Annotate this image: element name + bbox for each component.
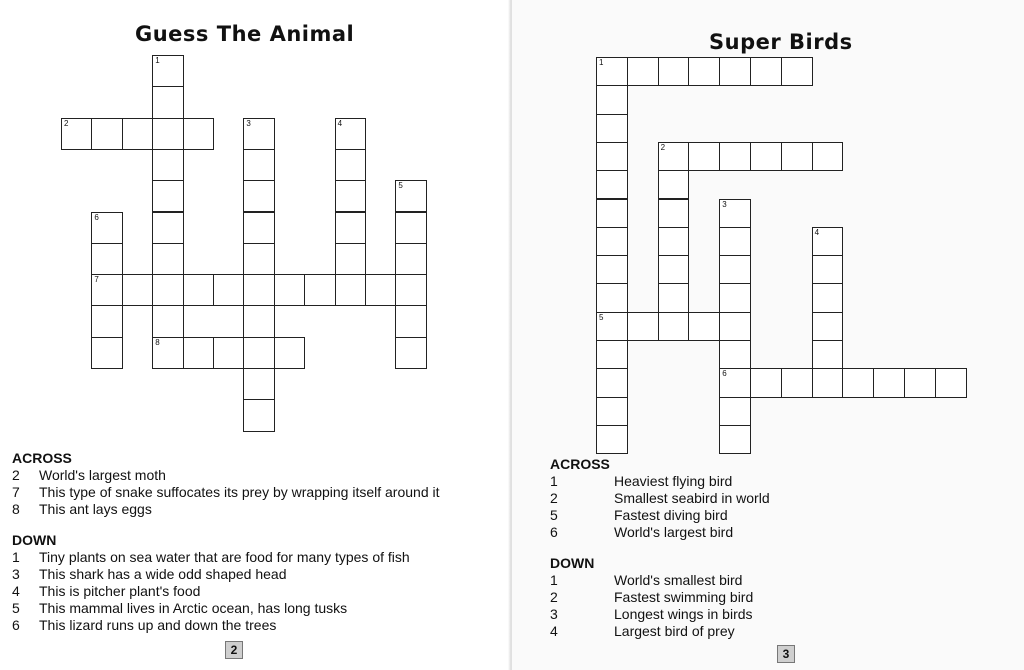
crossword-cell[interactable] xyxy=(812,283,844,312)
crossword-cell[interactable] xyxy=(395,305,426,337)
crossword-cell[interactable] xyxy=(395,337,426,369)
down-clues xyxy=(12,532,410,634)
crossword-cell[interactable] xyxy=(365,274,396,306)
clue-number: 5 xyxy=(398,181,403,191)
down-heading: DOWN xyxy=(550,555,595,571)
crossword-cell[interactable] xyxy=(335,180,366,212)
crossword-cell[interactable] xyxy=(596,199,628,228)
crossword-cell[interactable] xyxy=(750,57,782,86)
clue-number: 2 xyxy=(660,142,666,152)
crossword-cell[interactable] xyxy=(719,199,751,228)
crossword-cell[interactable] xyxy=(304,274,335,306)
crossword-cell[interactable] xyxy=(658,283,690,312)
crossword-cell[interactable] xyxy=(842,368,874,397)
crossword-cell[interactable] xyxy=(596,85,628,114)
crossword-cell[interactable] xyxy=(596,255,628,284)
crossword-cell[interactable] xyxy=(812,340,844,369)
crossword-cell[interactable] xyxy=(91,212,122,244)
crossword-cell[interactable] xyxy=(91,243,122,275)
crossword-cell[interactable] xyxy=(688,57,720,86)
clue-down-1: 1 World's smallest bird xyxy=(550,572,743,588)
crossword-cell[interactable] xyxy=(395,243,426,275)
crossword-cell[interactable] xyxy=(274,337,305,369)
crossword-cell[interactable] xyxy=(243,399,274,431)
crossword-cell[interactable] xyxy=(658,255,690,284)
crossword-cell[interactable] xyxy=(658,312,690,341)
crossword-cell[interactable] xyxy=(274,274,305,306)
clue-number: 7 xyxy=(94,275,99,285)
crossword-cell[interactable] xyxy=(627,312,659,341)
across-clues xyxy=(12,450,440,518)
crossword-cell[interactable] xyxy=(719,340,751,369)
clue-down-6: 6 This lizard runs up and down the trees xyxy=(12,617,277,633)
crossword-cell[interactable] xyxy=(596,368,628,397)
across-heading: ACROSS xyxy=(550,456,610,472)
crossword-cell[interactable] xyxy=(152,212,183,244)
crossword-cell[interactable] xyxy=(935,368,967,397)
crossword-cell[interactable] xyxy=(243,149,274,181)
clue-number: 1 xyxy=(155,56,160,65)
crossword-cell[interactable] xyxy=(335,274,366,306)
crossword-cell[interactable] xyxy=(183,337,214,369)
clue-across-6: 6 World's largest bird xyxy=(550,524,734,540)
crossword-cell[interactable] xyxy=(719,425,751,454)
right-page xyxy=(512,0,1024,670)
crossword-cell[interactable] xyxy=(596,114,628,143)
clue-across-2: 2 World's largest moth xyxy=(12,467,166,483)
clue-across-8: 8 This ant lays eggs xyxy=(12,501,152,517)
crossword-cell[interactable] xyxy=(812,368,844,397)
crossword-cell[interactable] xyxy=(243,118,274,150)
crossword-cell[interactable] xyxy=(719,283,751,312)
crossword-cell[interactable] xyxy=(812,142,844,171)
crossword-cell[interactable] xyxy=(596,57,628,86)
crossword-cell[interactable] xyxy=(719,312,751,341)
crossword-cell[interactable] xyxy=(658,227,690,256)
crossword-cell[interactable] xyxy=(596,397,628,426)
crossword-cell[interactable] xyxy=(335,149,366,181)
crossword-cell[interactable] xyxy=(719,142,751,171)
crossword-cell[interactable] xyxy=(658,170,690,199)
crossword-cell[interactable] xyxy=(243,212,274,244)
page-number: 3 xyxy=(777,645,795,663)
crossword-cell[interactable] xyxy=(91,118,122,150)
clue-number: 1 xyxy=(599,58,604,67)
crossword-cell[interactable] xyxy=(627,57,659,86)
crossword-cell[interactable] xyxy=(688,142,720,171)
clue-down-1: 1 Tiny plants on sea water that are food for many types of fish xyxy=(12,549,410,565)
crossword-cell[interactable] xyxy=(243,337,274,369)
clue-across-5: 5 Fastest diving bird xyxy=(550,507,728,523)
crossword-cell[interactable] xyxy=(152,118,183,150)
crossword-cell[interactable] xyxy=(61,118,92,150)
crossword-cell[interactable] xyxy=(596,142,628,171)
crossword-cell[interactable] xyxy=(812,227,844,256)
crossword-cell[interactable] xyxy=(152,243,183,275)
crossword-cell[interactable] xyxy=(719,368,751,397)
crossword-cell[interactable] xyxy=(596,425,628,454)
crossword-cell[interactable] xyxy=(688,312,720,341)
crossword-cell[interactable] xyxy=(152,55,183,87)
clue-down-3: 3 Longest wings in birds xyxy=(550,606,753,622)
clue-number: 3 xyxy=(246,118,251,128)
crossword-cell[interactable] xyxy=(658,142,690,171)
down-clues xyxy=(550,555,753,640)
across-heading: ACROSS xyxy=(12,450,72,466)
crossword-cell[interactable] xyxy=(91,274,122,306)
crossword-cell[interactable] xyxy=(91,305,122,337)
crossword-cell[interactable] xyxy=(152,337,183,369)
clue-down-4: 4 This is pitcher plant's food xyxy=(12,583,201,599)
crossword-cell[interactable] xyxy=(719,57,751,86)
crossword-cell[interactable] xyxy=(152,274,183,306)
crossword-cell[interactable] xyxy=(335,212,366,244)
clue-number: 4 xyxy=(814,227,820,237)
crossword-cell[interactable] xyxy=(719,227,751,256)
crossword-cell[interactable] xyxy=(812,255,844,284)
page-title: Guess The Animal xyxy=(135,22,355,46)
page-title: Super Birds xyxy=(709,30,853,54)
clue-number: 8 xyxy=(155,337,160,347)
crossword-cell[interactable] xyxy=(750,142,782,171)
crossword-cell[interactable] xyxy=(781,57,813,86)
clue-number: 3 xyxy=(722,199,727,209)
crossword-cell[interactable] xyxy=(213,274,244,306)
clue-number: 6 xyxy=(722,369,727,379)
crossword-cell[interactable] xyxy=(873,368,905,397)
crossword-cell[interactable] xyxy=(152,86,183,118)
page-number: 2 xyxy=(225,641,243,659)
crossword-cell[interactable] xyxy=(91,337,122,369)
crossword-cell[interactable] xyxy=(596,227,628,256)
crossword-cell[interactable] xyxy=(152,149,183,181)
crossword-cell[interactable] xyxy=(122,274,153,306)
crossword-cell[interactable] xyxy=(904,368,936,397)
clue-down-3: 3 This shark has a wide odd shaped head xyxy=(12,566,287,582)
clue-number: 5 xyxy=(599,312,604,322)
crossword-cell[interactable] xyxy=(781,142,813,171)
clue-across-1: 1 Heaviest flying bird xyxy=(550,473,733,489)
clue-number: 6 xyxy=(94,212,99,222)
crossword-cell[interactable] xyxy=(658,199,690,228)
down-heading: DOWN xyxy=(12,532,57,548)
crossword-cell[interactable] xyxy=(719,397,751,426)
crossword-cell[interactable] xyxy=(335,243,366,275)
crossword-cell[interactable] xyxy=(243,274,274,306)
clue-down-2: 2 Fastest swimming bird xyxy=(550,589,754,605)
clue-number: 2 xyxy=(64,118,69,128)
clue-down-4: 4 Largest bird of prey xyxy=(550,623,735,639)
crossword-cell[interactable] xyxy=(596,312,628,341)
crossword-cell[interactable] xyxy=(213,337,244,369)
crossword-cell[interactable] xyxy=(596,340,628,369)
crossword-cell[interactable] xyxy=(781,368,813,397)
crossword-cell[interactable] xyxy=(243,180,274,212)
crossword-cell[interactable] xyxy=(750,368,782,397)
crossword-cell[interactable] xyxy=(243,243,274,275)
crossword-cell[interactable] xyxy=(243,368,274,400)
crossword-cell[interactable] xyxy=(812,312,844,341)
crossword-cell[interactable] xyxy=(719,255,751,284)
clue-across-2: 2 Smallest seabird in world xyxy=(550,490,770,506)
across-clues xyxy=(550,456,770,541)
crossword-cell[interactable] xyxy=(122,118,153,150)
crossword-cell[interactable] xyxy=(183,274,214,306)
crossword-cell[interactable] xyxy=(395,212,426,244)
crossword-cell[interactable] xyxy=(395,274,426,306)
clue-across-7: 7 This type of snake suffocates its prey by wrapping itself around it xyxy=(12,484,440,500)
crossword-cell[interactable] xyxy=(395,180,426,212)
crossword-cell[interactable] xyxy=(243,305,274,337)
clue-down-5: 5 This mammal lives in Arctic ocean, has long tusks xyxy=(12,600,348,616)
crossword-cell[interactable] xyxy=(596,170,628,199)
crossword-cell[interactable] xyxy=(658,57,690,86)
crossword-cell[interactable] xyxy=(596,283,628,312)
clue-number: 4 xyxy=(337,118,343,128)
crossword-cell[interactable] xyxy=(183,118,214,150)
crossword-cell[interactable] xyxy=(152,180,183,212)
crossword-cell[interactable] xyxy=(335,118,366,150)
crossword-cell[interactable] xyxy=(152,305,183,337)
